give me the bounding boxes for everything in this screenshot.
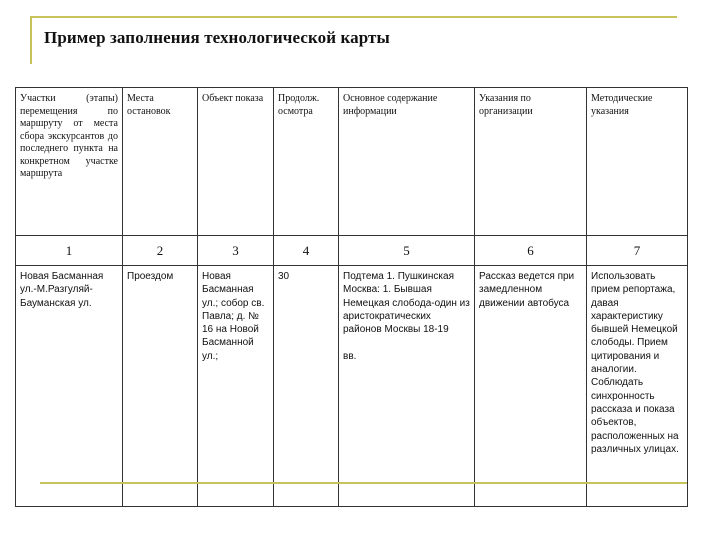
column-number-row (16, 236, 688, 266)
cell-main-content-tail: вв. (343, 351, 357, 363)
cell-duration: 30 (274, 266, 339, 507)
cell-route-segment: Новая Басманная ул.-М.Разгуляй-Бауманская ул. (16, 266, 123, 507)
header-main-content: Основное содержание информации (339, 88, 475, 236)
technological-map-table (15, 87, 688, 507)
column-number: 6 (475, 236, 587, 266)
column-number: 2 (123, 236, 198, 266)
header-organization: Указания по организации (475, 88, 587, 236)
table-row (16, 266, 688, 507)
cell-main-content (339, 266, 475, 507)
decorative-left-line (30, 16, 32, 64)
column-number: 1 (16, 236, 123, 266)
column-number: 7 (587, 236, 688, 266)
cell-object: Новая Басманная ул.; собор св. Павла; д. № 16 на Новой Басманной ул.; (198, 266, 274, 507)
page-title: Пример заполнения технологической карты (44, 28, 390, 47)
cell-methodical: Использовать прием репортажа, давая характеристику бывшей Немецкой слободы. Прием цитирования и аналогии. Соблюдать синхронность рассказа и показа объектов, расположенных на различных улицах. (587, 266, 688, 507)
cell-stop: Проездом (123, 266, 198, 507)
header-object: Объект показа (198, 88, 274, 236)
header-duration: Продолж. осмотра (274, 88, 339, 236)
cell-main-content-text: Подтема 1. Пушкинская Москва: 1. Бывшая Немецкая слобода-один из аристократических районов Москвы 18-19 (343, 271, 470, 336)
column-number: 4 (274, 236, 339, 266)
header-methodical: Методические указания (587, 88, 688, 236)
cell-organization: Рассказ ведется при замедленном движении автобуса (475, 266, 587, 507)
column-number: 3 (198, 236, 274, 266)
column-number: 5 (339, 236, 475, 266)
table-header-row (16, 88, 688, 236)
header-stops: Места остановок (123, 88, 198, 236)
cell-spacer (343, 336, 470, 350)
header-route-segments: Участки (этапы) перемещения по маршруту от места сбора экскурсантов до последнего пункта на конкретном участке маршрута (16, 88, 123, 236)
decorative-bottom-line (40, 482, 687, 484)
decorative-top-line (30, 16, 677, 18)
